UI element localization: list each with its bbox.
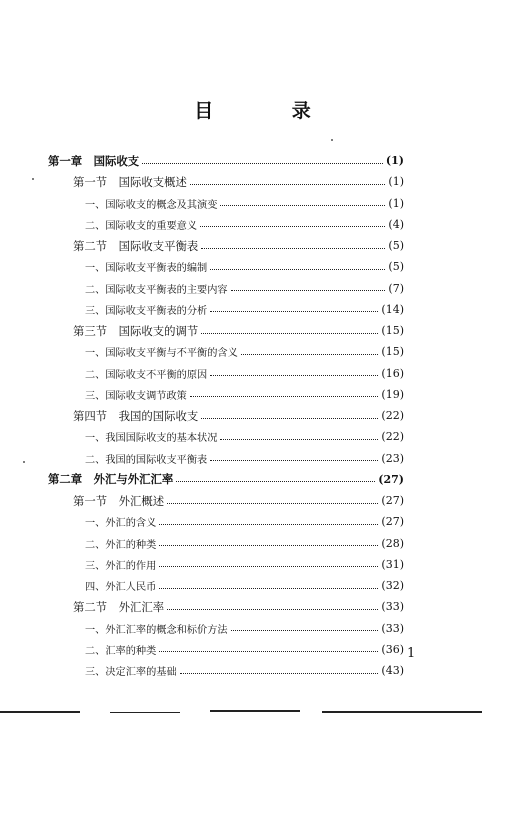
toc-entry-item (48, 278, 404, 299)
toc-entry-label: 一、国际收支平衡与不平衡的含义 (85, 348, 238, 360)
dot-leader (210, 374, 378, 376)
toc-entry-label: 二、外汇的种类 (85, 539, 157, 551)
toc-entry-page: (14) (381, 302, 404, 316)
dot-leader (159, 523, 378, 525)
toc-entry-label: 三、国际收支平衡表的分析 (85, 305, 208, 317)
toc-entry-page: (15) (381, 324, 404, 338)
toc-entry-item (48, 341, 404, 362)
dot-leader (241, 353, 379, 355)
dot-leader (220, 204, 385, 206)
toc-entry-item (48, 363, 404, 384)
toc-entry-item (48, 575, 404, 596)
toc-entry-chapter (48, 150, 404, 171)
toc-entry-page: (19) (381, 387, 404, 401)
toc-entry-page: (16) (381, 366, 404, 380)
toc-entry-label: 一、国际收支平衡表的编制 (85, 263, 208, 275)
toc-entry-section (48, 405, 404, 426)
page-number: 1 (407, 646, 416, 661)
toc-entry-section (48, 171, 404, 192)
footer-rule (0, 711, 80, 713)
toc-entry-label: 二、国际收支的重要意义 (85, 220, 198, 232)
toc-entry-label: 一、外汇的含义 (85, 518, 157, 530)
toc-entry-label: 第一章 国际收支 (48, 153, 140, 168)
toc-entry-label: 二、国际收支平衡表的主要内容 (85, 284, 228, 296)
toc-entry-page: (4) (388, 217, 404, 231)
toc-entry-label: 二、国际收支不平衡的原因 (85, 369, 208, 381)
toc-entry-label: 一、国际收支的概念及其演变 (85, 199, 218, 211)
toc-entry-label: 第二章 外汇与外汇汇率 (48, 472, 174, 487)
toc-entry-page: (27) (381, 494, 404, 508)
toc-entry-page: (31) (381, 557, 404, 571)
toc-entry-label: 第四节 我国的国际收支 (73, 408, 199, 423)
toc-entry-page: (36) (381, 642, 404, 656)
toc-entry-page: (28) (381, 536, 404, 550)
dot-leader (180, 672, 379, 674)
toc-entry-item (48, 256, 404, 277)
table-of-contents (48, 150, 404, 681)
toc-entry-label: 三、决定汇率的基础 (85, 667, 177, 679)
toc-entry-section (48, 596, 404, 617)
dot-leader (190, 395, 379, 397)
dot-leader (167, 608, 378, 610)
toc-entry-item (48, 639, 404, 660)
toc-entry-item (48, 618, 404, 639)
footer-rule (322, 711, 482, 713)
toc-entry-chapter (48, 469, 404, 490)
dot-leader (159, 544, 378, 546)
scan-speck (32, 178, 34, 180)
dot-leader (159, 650, 378, 652)
toc-entry-label: 一、外汇汇率的概念和标价方法 (85, 624, 228, 636)
dot-leader (220, 438, 378, 440)
toc-entry-item (48, 426, 404, 447)
toc-entry-page: (23) (381, 451, 404, 465)
dot-leader (201, 417, 378, 419)
dot-leader (190, 183, 385, 185)
dot-leader (210, 310, 378, 312)
toc-entry-page: (22) (381, 430, 404, 444)
toc-entry-page: (7) (388, 281, 404, 295)
dot-leader (142, 162, 383, 164)
toc-entry-item (48, 214, 404, 235)
toc-entry-label: 第二节 国际收支平衡表 (73, 238, 199, 253)
dot-leader (210, 459, 378, 461)
toc-entry-label: 一、我国国际收支的基本状况 (85, 433, 218, 445)
toc-entry-item (48, 193, 404, 214)
toc-entry-label: 第一节 国际收支概述 (73, 174, 187, 189)
scan-speck (331, 139, 333, 141)
dot-leader (176, 480, 375, 482)
dot-leader (201, 332, 378, 334)
toc-entry-label: 三、外汇的作用 (85, 560, 157, 572)
dot-leader (231, 289, 386, 291)
toc-entry-page: (22) (381, 409, 404, 423)
footer-rule (210, 710, 300, 712)
toc-entry-item (48, 554, 404, 575)
toc-entry-section (48, 235, 404, 256)
toc-entry-page: (33) (381, 600, 404, 614)
toc-entry-section (48, 320, 404, 341)
toc-entry-page: (5) (388, 260, 404, 274)
dot-leader (200, 225, 385, 227)
toc-entry-page: (15) (381, 345, 404, 359)
toc-entry-page: (1) (388, 196, 404, 210)
toc-entry-page: (5) (388, 239, 404, 253)
toc-entry-item (48, 511, 404, 532)
dot-leader (231, 629, 379, 631)
dot-leader (201, 247, 385, 249)
toc-entry-section (48, 490, 404, 511)
toc-entry-label: 第三节 国际收支的调节 (73, 323, 199, 338)
toc-entry-page: (32) (381, 579, 404, 593)
toc-entry-page: (1) (385, 154, 404, 168)
dot-leader (210, 268, 385, 270)
dot-leader (159, 565, 378, 567)
toc-entry-page: (27) (378, 472, 404, 486)
toc-entry-page: (43) (381, 664, 404, 678)
toc-entry-label: 第一节 外汇概述 (73, 493, 165, 508)
toc-entry-item (48, 533, 404, 554)
toc-entry-item (48, 448, 404, 469)
toc-entry-label: 第二节 外汇汇率 (73, 599, 165, 614)
toc-entry-label: 二、汇率的种类 (85, 645, 157, 657)
footer-rule (110, 712, 180, 713)
toc-entry-item (48, 299, 404, 320)
scan-speck (23, 461, 25, 463)
toc-entry-label: 四、外汇人民币 (85, 582, 157, 594)
dot-leader (159, 587, 378, 589)
toc-entry-item (48, 384, 404, 405)
toc-entry-page: (1) (388, 175, 404, 189)
toc-entry-label: 二、我国的国际收支平衡表 (85, 454, 208, 466)
toc-entry-label: 三、国际收支调节政策 (85, 390, 187, 402)
toc-entry-page: (27) (381, 515, 404, 529)
toc-entry-page: (33) (381, 621, 404, 635)
page-title: 目 录 (194, 100, 347, 122)
toc-entry-item (48, 660, 404, 681)
dot-leader (167, 502, 378, 504)
